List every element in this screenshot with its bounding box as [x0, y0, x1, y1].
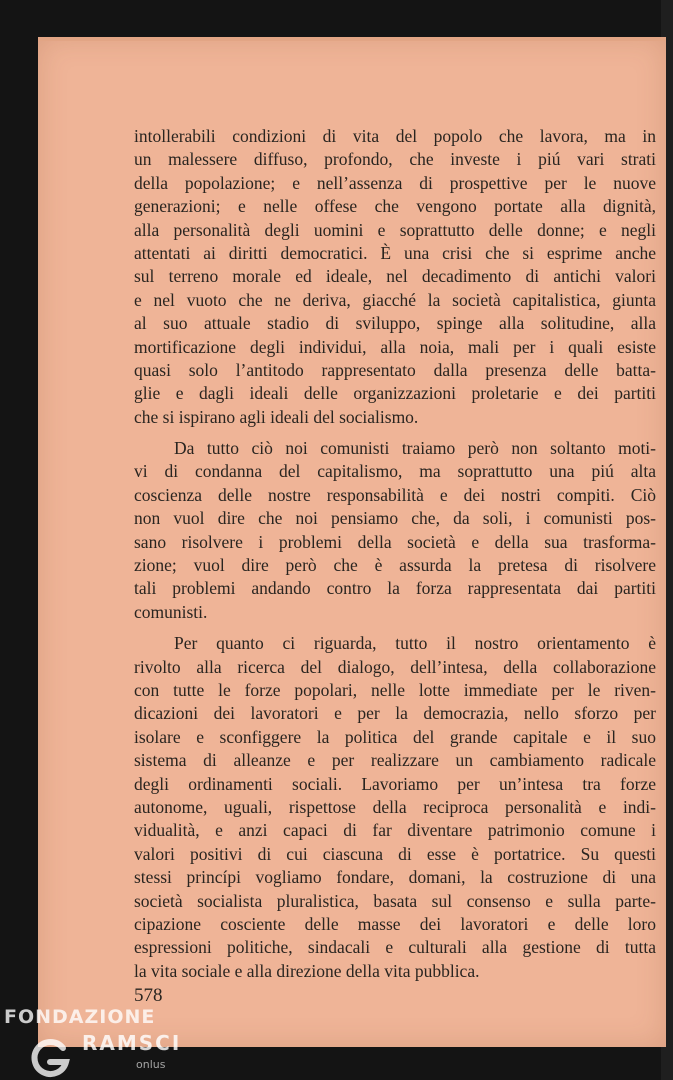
text-line: che si ispirano agli ideali del socialismo. — [134, 406, 419, 427]
text-line: autonome, uguali, rispettose della reciproca personalità e indi- — [134, 796, 656, 817]
text-line: dicazioni dei lavoratori e per la democrazia, nello sforzo per — [134, 703, 656, 724]
text-line: Da tutto ciò noi comunisti traiamo però non soltanto moti- — [174, 438, 656, 459]
text-line: Per quanto ci riguarda, tutto il nostro orientamento è — [174, 633, 656, 654]
text-line: non vuol dire che noi pensiamo che, da soli, i comunisti pos- — [134, 508, 656, 529]
text-line: della popolazione; e nell’assenza di prospettive per le nuove — [134, 172, 656, 193]
page-number: 578 — [134, 985, 163, 1006]
watermark-line-fondazione: FONDAZIONE — [4, 1006, 156, 1028]
paragraph-gap — [134, 429, 656, 437]
text-line: al suo attuale stadio di sviluppo, spinge alla solitudine, alla — [134, 313, 656, 334]
text-line: vidualità, e anzi capaci di far diventare patrimonio comune i — [134, 820, 656, 841]
text-line: coscienza delle nostre responsabilità e dei nostri compiti. Ciò — [134, 484, 656, 505]
text-line: generazioni; e nelle offese che vengono portate alla dignità, — [134, 196, 656, 217]
text-line: sul terreno morale ed ideale, nel decadimento di antichi valori — [134, 266, 656, 287]
gramsci-g-logo-icon — [28, 1036, 72, 1080]
paragraph — [134, 125, 656, 429]
text-line: società socialista pluralistica, basata sul consenso e sulla parte- — [134, 890, 656, 911]
text-line: e nel vuoto che ne deriva, giacché la società capitalistica, giunta — [134, 289, 656, 310]
book-page — [38, 37, 666, 1047]
fondazione-gramsci-watermark — [0, 1006, 182, 1080]
paragraph-gap — [134, 624, 656, 632]
text-line: zione; vuol dire però che è assurda la pretesa di risolvere — [134, 555, 656, 576]
text-line: stessi princípi vogliamo fondare, domani, la costruzione di una — [134, 867, 656, 888]
watermark-line-gramsci: RAMSCI — [82, 1031, 182, 1055]
text-line: espressioni politiche, sindacali e culturali alla gestione di tutta — [134, 937, 656, 958]
watermark-line-onlus: onlus — [136, 1058, 166, 1071]
text-line: quasi solo l’antitodo rappresentato dalla presenza delle batta- — [134, 359, 656, 380]
text-line: con tutte le forze popolari, nelle lotte immediate per le riven- — [134, 679, 656, 700]
text-line: comunisti. — [134, 601, 208, 622]
page-body-text — [134, 125, 656, 983]
text-line: glie e dagli ideali delle organizzazioni proletarie e dei partiti — [134, 383, 656, 404]
text-line: tali problemi andando contro la forza rappresentata dai partiti — [134, 578, 656, 599]
text-line: un malessere diffuso, profondo, che investe i piú vari strati — [134, 149, 656, 170]
text-line: la vita sociale e alla direzione della vita pubblica. — [134, 960, 480, 981]
text-line: sano risolvere i problemi della società e della sua trasforma- — [134, 531, 656, 552]
text-line: attentati ai diritti democratici. È una crisi che si esprime anche — [134, 242, 656, 263]
text-line: cipazione cosciente delle masse dei lavoratori e delle loro — [134, 913, 656, 934]
text-line: alla personalità degli uomini e soprattutto delle donne; e negli — [134, 219, 656, 240]
text-line: vi di condanna del capitalismo, ma soprattutto una piú alta — [134, 461, 656, 482]
text-line: valori positivi di cui ciascuna di esse è portatrice. Su questi — [134, 843, 656, 864]
paragraph — [134, 632, 656, 983]
text-line: isolare e sconfiggere la politica del grande capitale e il suo — [134, 726, 656, 747]
text-line: rivolto alla ricerca del dialogo, dell’intesa, della collaborazione — [134, 656, 656, 677]
text-line: intollerabili condizioni di vita del popolo che lavora, ma in — [134, 126, 656, 146]
text-line: sistema di alleanze e per realizzare un cambiamento radicale — [134, 750, 656, 771]
paragraph — [134, 437, 656, 624]
text-line: mortificazione degli individui, alla noia, mali per i quali esiste — [134, 336, 656, 357]
text-line: degli ordinamenti sociali. Lavoriamo per un’intesa tra forze — [134, 773, 656, 794]
page-top-edge — [38, 37, 666, 41]
